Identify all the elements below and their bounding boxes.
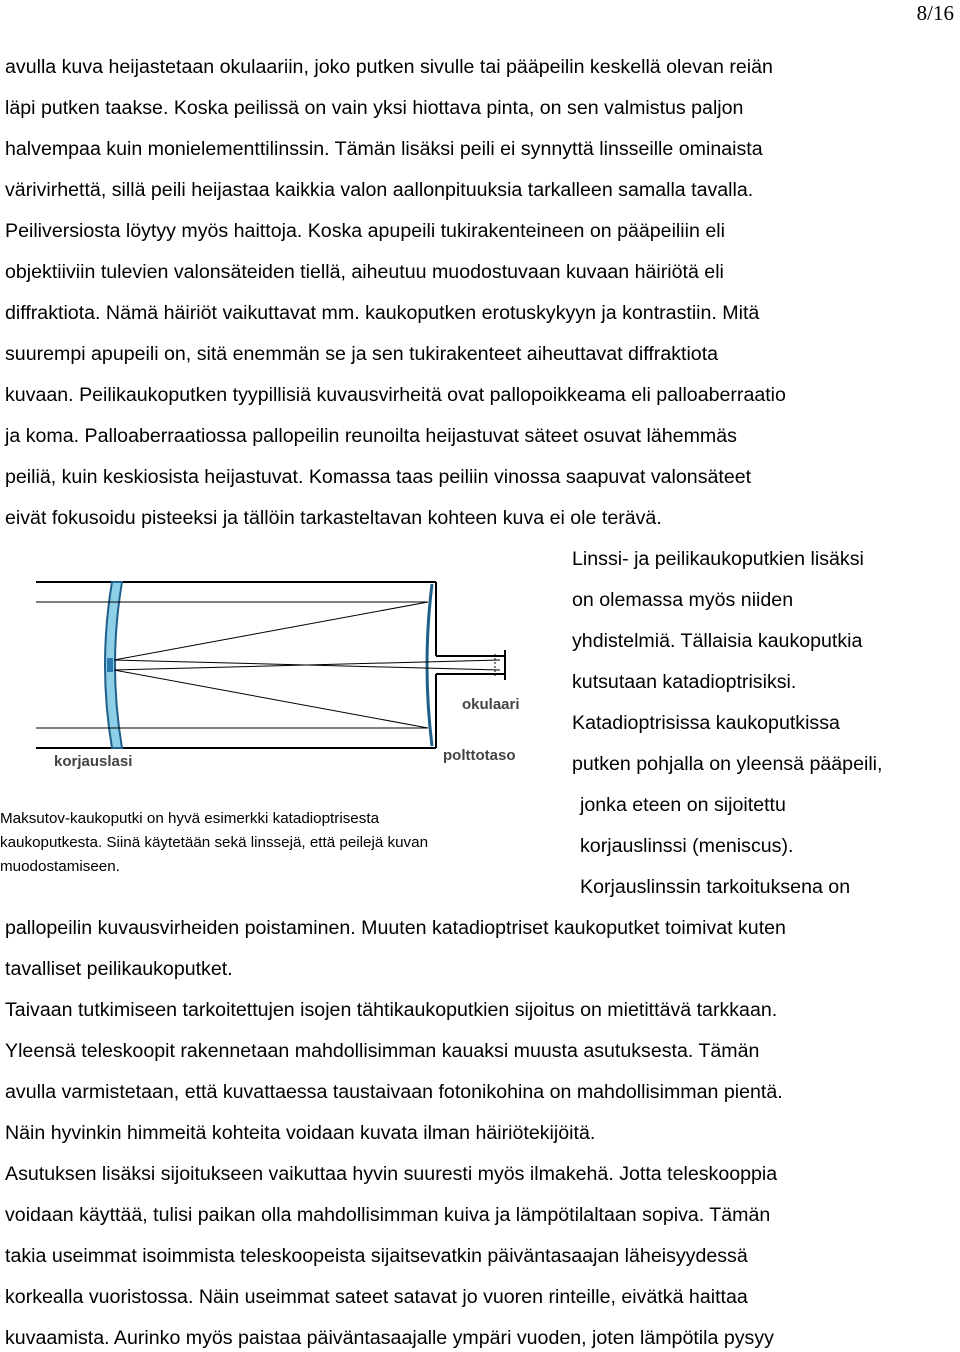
- primary-mirror: [427, 584, 432, 746]
- body-text-line: Peiliversiosta löytyy myös haittoja. Koska apupeili tukirakenteineen on pääpeiliin eli: [5, 220, 725, 242]
- figure-caption-line: muodostamiseen.: [0, 858, 120, 875]
- focal-plane-label: polttotaso: [443, 747, 516, 764]
- body-text-line: takia useimmat isoimmista teleskoopeista sijaitsevatkin päiväntasaajan läheisyydessä: [5, 1245, 748, 1267]
- ray: [114, 670, 428, 728]
- body-text-line: objektiiviin tulevien valonsäteiden tiellä, aiheutuu muodostuvaan kuvaan häiriötä eli: [5, 261, 724, 283]
- body-text-line: korkealla vuoristossa. Näin useimmat sateet satavat jo vuoren rinteille, eivätkä haittaa: [5, 1286, 748, 1308]
- side-text-line: korjauslinssi (meniscus).: [580, 835, 794, 857]
- body-text-line: läpi putken taakse. Koska peilissä on vain yksi hiottava pinta, on sen valmistus paljon: [5, 97, 744, 119]
- body-text-line: halvempaa kuin monielementtilinssin. Tämän lisäksi peili ei synnyttä linsseille ominaista: [5, 138, 763, 160]
- side-text-line: Korjauslinssin tarkoituksena on: [580, 876, 851, 898]
- secondary-mirror: [107, 658, 113, 672]
- body-text-line: kuvaan. Peilikaukoputken tyypillisiä kuvausvirheitä ovat pallopoikkeama eli palloaberraatio: [5, 384, 786, 406]
- eyepiece-label: okulaari: [462, 696, 520, 713]
- body-text-line: värivirhettä, sillä peili heijastaa kaikkia valon aallonpituuksia tarkalleen samalla tavalla.: [5, 179, 754, 201]
- body-text-line: pallopeilin kuvausvirheiden poistaminen. Muuten katadioptriset kaukoputket toimivat kuten: [5, 917, 786, 939]
- body-text-line: Yleensä teleskoopit rakennetaan mahdollisimman kauaksi muusta asutuksesta. Tämän: [5, 1040, 760, 1062]
- body-text-line: ja koma. Palloaberraatiossa pallopeilin reunoilta heijastuvat säteet osuvat lähemmäs: [5, 425, 737, 447]
- maksutov-telescope-figure: [0, 570, 540, 785]
- side-text-line: kutsutaan katadioptrisiksi.: [572, 671, 797, 693]
- side-text-line: Katadioptrisissa kaukoputkissa: [572, 712, 840, 734]
- page-number: 8/16: [916, 1, 954, 25]
- body-text-line: kuvaamista. Aurinko myös paistaa päiväntasaajalle ympäri vuoden, joten lämpötila pysyy: [5, 1327, 774, 1349]
- side-text-line: jonka eteen on sijoitettu: [580, 794, 786, 816]
- body-text-line: avulla kuva heijastetaan okulaariin, joko putken sivulle tai pääpeilin keskellä olevan reiän: [5, 56, 773, 78]
- ray: [114, 602, 428, 660]
- body-text-line: tavalliset peilikaukoputket.: [5, 958, 233, 980]
- side-text-line: putken pohjalla on yleensä pääpeili,: [572, 753, 883, 775]
- body-text-line: diffraktiota. Nämä häiriöt vaikuttavat mm. kaukoputken erotuskykyyn ja kontrastiin. Mitä: [5, 302, 760, 324]
- body-text-line: voidaan käyttää, tulisi paikan olla mahdollisimman kuiva ja lämpötilaltaan sopiva. Tämän: [5, 1204, 771, 1226]
- side-text-line: Linssi- ja peilikaukoputkien lisäksi: [572, 548, 864, 570]
- side-text-line: on olemassa myös niiden: [572, 589, 794, 611]
- body-text-line: Näin hyvinkin himmeitä kohteita voidaan kuvata ilman häiriötekijöitä.: [5, 1122, 596, 1144]
- body-text-line: Asutuksen lisäksi sijoitukseen vaikuttaa hyvin suuresti myös ilmakehä. Jotta teleskooppia: [5, 1163, 778, 1185]
- corrector-label: korjauslasi: [54, 753, 133, 770]
- side-text-line: yhdistelmiä. Tällaisia kaukoputkia: [572, 630, 863, 652]
- body-text-line: eivät fokusoidu pisteeksi ja tällöin tarkasteltavan kohteen kuva ei ole terävä.: [5, 507, 662, 529]
- body-text-line: avulla varmistetaan, että kuvattaessa taustaivaan fotonikohina on mahdollisimman pientä.: [5, 1081, 783, 1103]
- body-text-line: suurempi apupeili on, sitä enemmän se ja sen tukirakenteet aiheuttavat diffraktiota: [5, 343, 719, 365]
- figure-caption-line: Maksutov-kaukoputki on hyvä esimerkki katadioptrisesta: [0, 810, 380, 827]
- figure-caption-line: kaukoputkesta. Siinä käytetään sekä linssejä, että peilejä kuvan: [0, 834, 429, 851]
- body-text-line: peiliä, kuin keskiosista heijastuvat. Komassa taas peiliin vinossa saapuvat valonsäteet: [5, 466, 752, 488]
- body-text-line: Taivaan tutkimiseen tarkoitettujen isojen tähtikaukoputkien sijoitus on mietittävä tarkkaan.: [5, 999, 778, 1021]
